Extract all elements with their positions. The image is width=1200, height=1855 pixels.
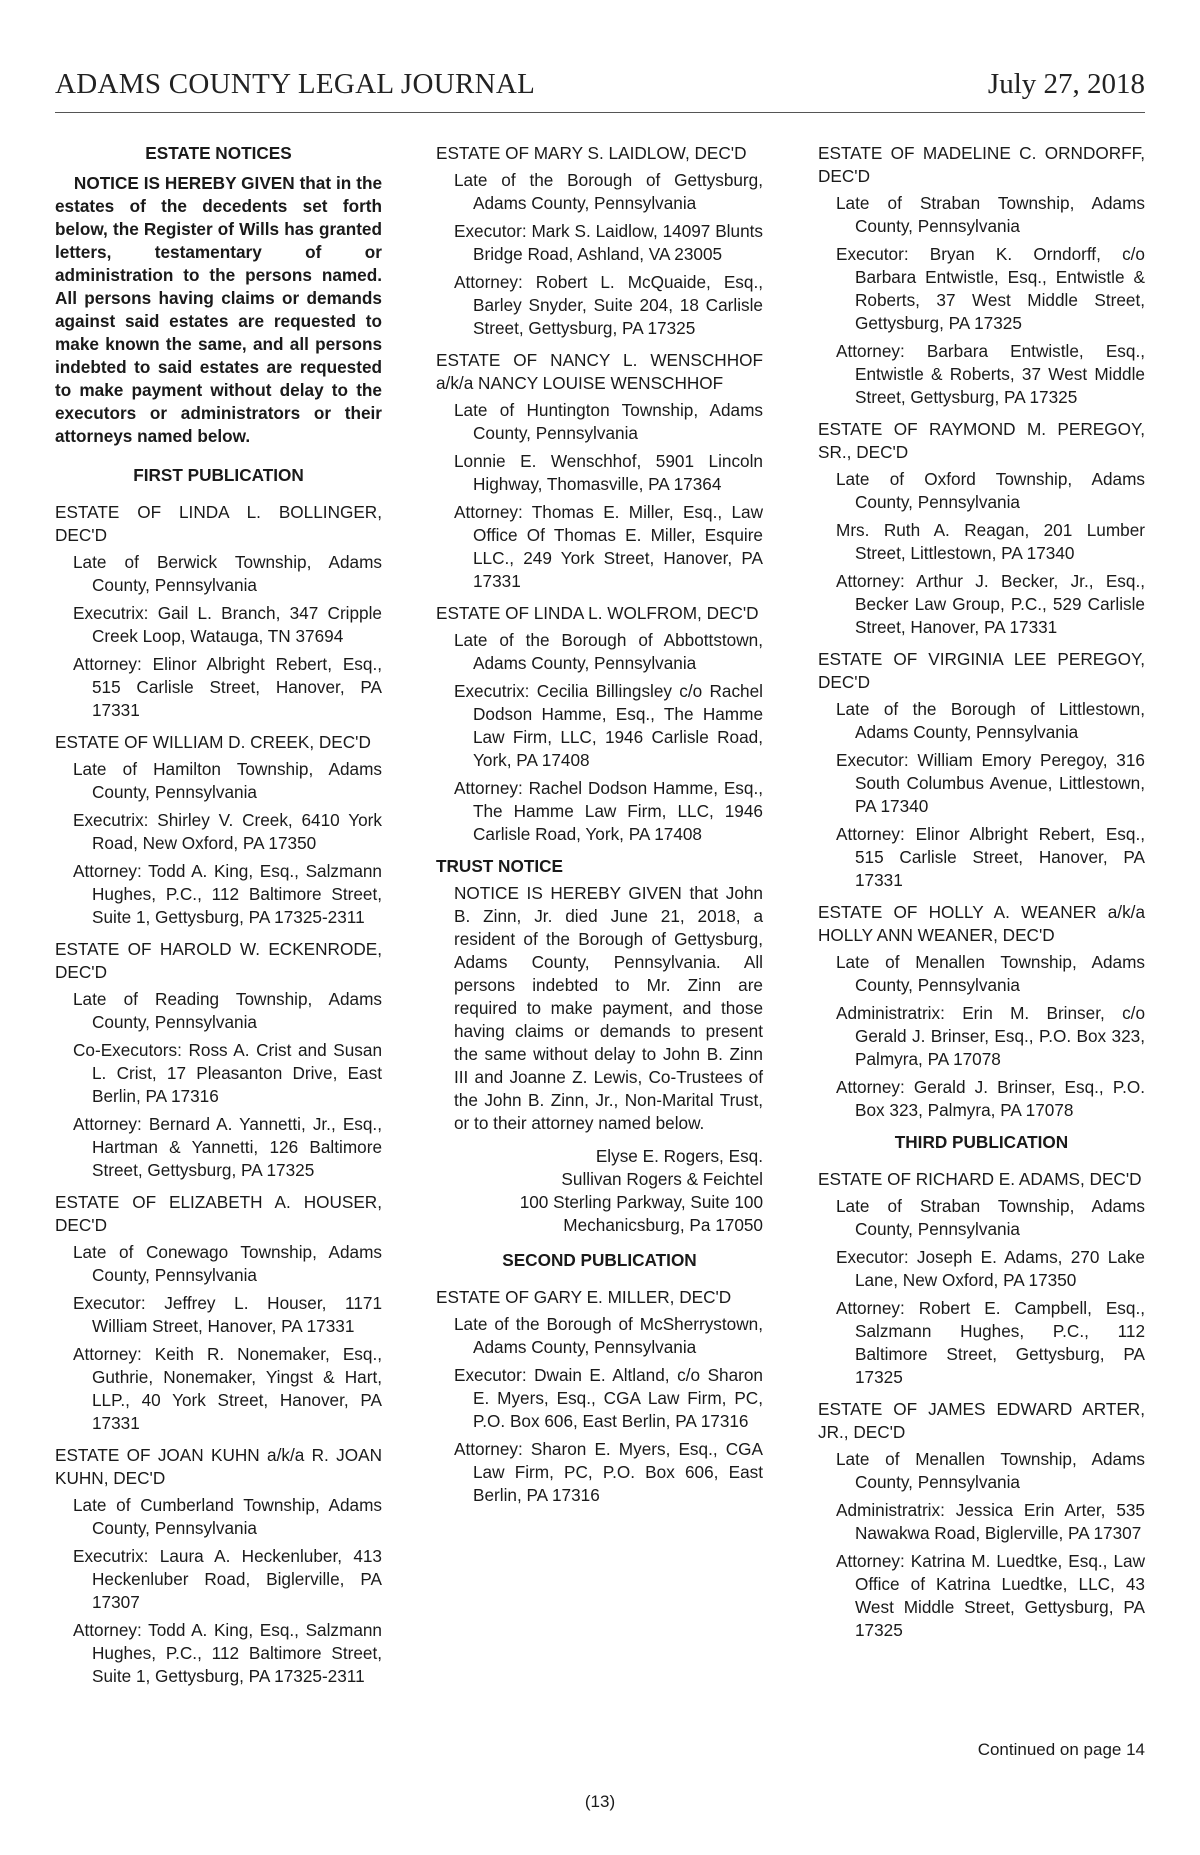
estate-detail: Attorney: Keith R. Nonemaker, Esq., Guthrie, Nonemaker, Yingst & Hart, LLP., 40 York Street, Hanover, PA 17331: [73, 1344, 382, 1433]
estate-detail: Late of the Borough of McSherrystown, Adams County, Pennsylvania: [454, 1314, 763, 1357]
estate-detail: Attorney: Rachel Dodson Hamme, Esq., The Hamme Law Firm, LLC, 1946 Carlisle Road, York, PA 17408: [454, 778, 763, 844]
estate-detail: Executor: Mark S. Laidlow, 14097 Blunts Bridge Road, Ashland, VA 23005: [454, 221, 763, 264]
estate-detail: Lonnie E. Wenschhof, 5901 Lincoln Highway, Thomasville, PA 17364: [454, 451, 763, 494]
estate-detail: Late of Oxford Township, Adams County, Pennsylvania: [836, 469, 1145, 512]
spacer: [436, 1237, 763, 1249]
estate-title: ESTATE OF JAMES EDWARD ARTER, JR., DEC'D: [818, 1399, 1145, 1442]
estate-notice: [436, 349, 763, 593]
estate-notice: [55, 1191, 382, 1435]
estate-detail: Attorney: Sharon E. Myers, Esq., CGA Law Firm, PC, P.O. Box 606, East Berlin, PA 17316: [454, 1439, 763, 1505]
section-title: ESTATE NOTICES: [145, 143, 292, 163]
signature-line: Elyse E. Rogers, Esq.: [595, 1146, 763, 1166]
estate-detail: Attorney: Todd A. King, Esq., Salzmann Hughes, P.C., 112 Baltimore Street, Suite 1, Gettysburg, PA 17325-2311: [73, 1620, 382, 1686]
estate-notice: [818, 1168, 1145, 1389]
estate-detail: Executrix: Gail L. Branch, 347 Cripple Creek Loop, Watauga, TN 37694: [73, 603, 382, 646]
estate-detail: Administratrix: Erin M. Brinser, c/o Gerald J. Brinser, Esq., P.O. Box 323, Palmyra, PA 17078: [836, 1003, 1145, 1069]
estate-notice: [436, 602, 763, 846]
estate-detail: Late of Menallen Township, Adams County, Pennsylvania: [836, 1449, 1145, 1492]
notice-intro: NOTICE IS HEREBY GIVEN that in the estates of the decedents set forth below, the Register of Wills has granted letters, testamentary of or administration to the persons named. All persons having claims or demands against said estates are requested to make known the same, and all persons indebted to said estates are requested to make payment without delay to the executors or administrators or their attorneys named below.: [55, 173, 382, 446]
estate-notice: [818, 901, 1145, 1122]
estate-detail: Administratrix: Jessica Erin Arter, 535 Nawakwa Road, Biglerville, PA 17307: [836, 1500, 1145, 1543]
estate-detail: Executor: Jeffrey L. Houser, 1171 William Street, Hanover, PA 17331: [73, 1293, 382, 1336]
estate-detail: Attorney: Katrina M. Luedtke, Esq., Law Office of Katrina Luedtke, LLC, 43 West Middle Street, Gettysburg, PA 17325: [836, 1551, 1145, 1640]
estate-title: ESTATE OF GARY E. MILLER, DEC'D: [436, 1287, 732, 1307]
trust-body: NOTICE IS HEREBY GIVEN that John B. Zinn, Jr. died June 21, 2018, a resident of the Borough of Gettysburg, Adams County, Pennsylvania. All persons indebted to Mr. Zinn are required to make payment, and those having claims or demands to present the same without delay to John B. Zinn III and Joanne Z. Lewis, Co-Trustees of the John B. Zinn, Jr., Non-Marital Trust, or to their attorney named below.: [454, 883, 763, 1133]
estate-title: ESTATE OF MARY S. LAIDLOW, DEC'D: [436, 143, 747, 163]
estate-detail: Late of Huntington Township, Adams County, Pennsylvania: [454, 400, 763, 443]
estate-detail: Late of Cumberland Township, Adams County, Pennsylvania: [73, 1495, 382, 1538]
estate-detail: Executrix: Cecilia Billingsley c/o Rachel Dodson Hamme, Esq., The Hamme Law Firm, LLC, 1946 Carlisle Road, York, PA 17408: [454, 681, 763, 770]
estate-detail: Attorney: Bernard A. Yannetti, Jr., Esq., Hartman & Yannetti, 126 Baltimore Street, Gettysburg, PA 17325: [73, 1114, 382, 1180]
estate-title: ESTATE OF VIRGINIA LEE PEREGOY, DEC'D: [818, 649, 1145, 692]
estate-detail: Late of Berwick Township, Adams County, Pennsylvania: [73, 552, 382, 595]
estate-notice: [818, 648, 1145, 892]
estate-detail: Late of the Borough of Gettysburg, Adams County, Pennsylvania: [454, 170, 763, 213]
estate-title: ESTATE OF HAROLD W. ECKENRODE, DEC'D: [55, 939, 382, 982]
estate-detail: Mrs. Ruth A. Reagan, 201 Lumber Street, Littlestown, PA 17340: [836, 520, 1145, 563]
estate-detail: Attorney: Todd A. King, Esq., Salzmann Hughes, P.C., 112 Baltimore Street, Suite 1, Gettysburg, PA 17325-2311: [73, 861, 382, 927]
trust-title: TRUST NOTICE: [436, 856, 563, 876]
estate-detail: Late of the Borough of Abbottstown, Adams County, Pennsylvania: [454, 630, 763, 673]
estate-detail: Co-Executors: Ross A. Crist and Susan L. Crist, 17 Pleasanton Drive, East Berlin, PA 17316: [73, 1040, 382, 1106]
estate-title: ESTATE OF RAYMOND M. PEREGOY, SR., DEC'D: [818, 419, 1145, 462]
estate-title: ESTATE OF MADELINE C. ORNDORFF, DEC'D: [818, 143, 1145, 186]
estate-notice: [818, 1398, 1145, 1642]
estate-detail: Late of Hamilton Township, Adams County, Pennsylvania: [73, 759, 382, 802]
estate-detail: Attorney: Robert L. McQuaide, Esq., Barley Snyder, Suite 204, 18 Carlisle Street, Gettysburg, PA 17325: [454, 272, 763, 338]
estate-detail: Attorney: Elinor Albright Rebert, Esq., 515 Carlisle Street, Hanover, PA 17331: [73, 654, 382, 720]
estate-title: ESTATE OF HOLLY A. WEANER a/k/a HOLLY ANN WEANER, DEC'D: [818, 902, 1145, 945]
estate-notice: [436, 142, 763, 340]
third-publication-heading: THIRD PUBLICATION: [894, 1132, 1069, 1152]
estate-detail: Executor: William Emory Peregoy, 316 South Columbus Avenue, Littlestown, PA 17340: [836, 750, 1145, 816]
estate-detail: Late of Straban Township, Adams County, Pennsylvania: [836, 1196, 1145, 1239]
trust-notice: [436, 855, 763, 1237]
estate-notice: [818, 142, 1145, 409]
estate-detail: Executrix: Laura A. Heckenluber, 413 Heckenluber Road, Biglerville, PA 17307: [73, 1546, 382, 1612]
estate-notice: [55, 938, 382, 1182]
signature-line: Mechanicsburg, Pa 17050: [563, 1215, 763, 1235]
estate-detail: Executrix: Shirley V. Creek, 6410 York Road, New Oxford, PA 17350: [73, 810, 382, 853]
estate-title: ESTATE OF NANCY L. WENSCHHOF a/k/a NANCY LOUISE WENSCHHOF: [436, 350, 763, 393]
estate-detail: Executor: Joseph E. Adams, 270 Lake Lane, New Oxford, PA 17350: [836, 1247, 1145, 1290]
estate-notice: [55, 1444, 382, 1688]
estate-notice: [55, 501, 382, 722]
estate-notice: [436, 1286, 763, 1507]
estate-title: ESTATE OF LINDA L. WOLFROM, DEC'D: [436, 603, 759, 623]
estate-detail: Attorney: Arthur J. Becker, Jr., Esq., Becker Law Group, P.C., 529 Carlisle Street, Hanover, PA 17331: [836, 571, 1145, 637]
column-1: [55, 142, 382, 1697]
signature-line: Sullivan Rogers & Feichtel: [561, 1169, 763, 1189]
signature-line: 100 Sterling Parkway, Suite 100: [519, 1192, 763, 1212]
estate-title: ESTATE OF RICHARD E. ADAMS, DEC'D: [818, 1169, 1142, 1189]
estate-detail: Attorney: Thomas E. Miller, Esq., Law Office Of Thomas E. Miller, Esquire LLC., 249 York Street, Hanover, PA 17331: [454, 502, 763, 591]
column-2: [436, 142, 763, 1516]
estate-title: ESTATE OF WILLIAM D. CREEK, DEC'D: [55, 732, 371, 752]
estate-detail: Late of the Borough of Littlestown, Adams County, Pennsylvania: [836, 699, 1145, 742]
estate-detail: Late of Conewago Township, Adams County, Pennsylvania: [73, 1242, 382, 1285]
estate-title: ESTATE OF ELIZABETH A. HOUSER, DEC'D: [55, 1192, 382, 1235]
estate-detail: Executor: Dwain E. Altland, c/o Sharon E. Myers, Esq., CGA Law Firm, PC, P.O. Box 606, East Berlin, PA 17316: [454, 1365, 763, 1431]
estate-detail: Attorney: Robert E. Campbell, Esq., Salzmann Hughes, P.C., 112 Baltimore Street, Gettysburg, PA 17325: [836, 1298, 1145, 1387]
first-publication-heading: FIRST PUBLICATION: [133, 465, 304, 485]
page-number: (13): [584, 1792, 616, 1811]
estate-detail: Attorney: Gerald J. Brinser, Esq., P.O. Box 323, Palmyra, PA 17078: [836, 1077, 1145, 1120]
estate-notice: [55, 731, 382, 929]
estate-detail: Attorney: Barbara Entwistle, Esq., Entwistle & Roberts, 37 West Middle Street, Gettysburg, PA 17325: [836, 341, 1145, 407]
estate-notice: [818, 418, 1145, 639]
second-publication-heading: SECOND PUBLICATION: [502, 1250, 697, 1270]
estate-title: ESTATE OF JOAN KUHN a/k/a R. JOAN KUHN, DEC'D: [55, 1445, 382, 1488]
continued-note: Continued on page 14: [977, 1740, 1145, 1759]
page-header: [55, 68, 1145, 113]
column-3: [818, 142, 1145, 1651]
estate-detail: Executor: Bryan K. Orndorff, c/o Barbara Entwistle, Esq., Entwistle & Roberts, 37 West Middle Street, Gettysburg, PA 17325: [836, 244, 1145, 333]
estate-detail: Late of Reading Township, Adams County, Pennsylvania: [73, 989, 382, 1032]
issue-date: July 27, 2018: [987, 68, 1145, 100]
journal-title: ADAMS COUNTY LEGAL JOURNAL: [55, 68, 536, 100]
estate-detail: Late of Straban Township, Adams County, Pennsylvania: [836, 193, 1145, 236]
estate-title: ESTATE OF LINDA L. BOLLINGER, DEC'D: [55, 502, 382, 545]
estate-detail: Attorney: Elinor Albright Rebert, Esq., 515 Carlisle Street, Hanover, PA 17331: [836, 824, 1145, 890]
estate-detail: Late of Menallen Township, Adams County, Pennsylvania: [836, 952, 1145, 995]
